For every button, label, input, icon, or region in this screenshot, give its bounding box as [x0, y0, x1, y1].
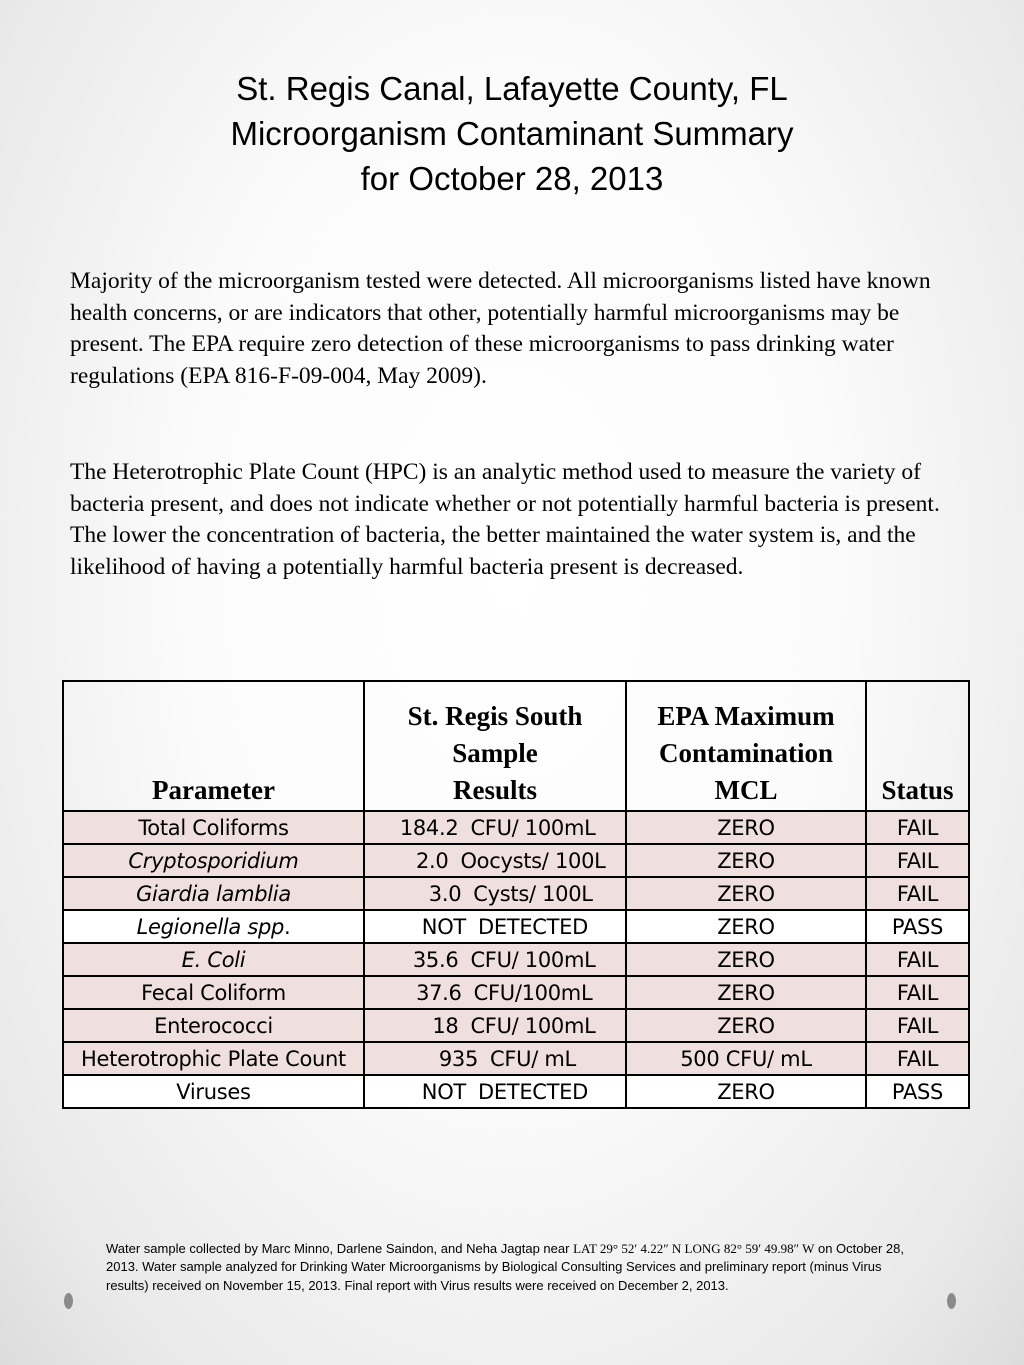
parameter-cell: Total Coliforms — [63, 811, 364, 844]
table-row — [63, 1009, 969, 1042]
table-row — [63, 943, 969, 976]
mcl-cell: ZERO — [626, 844, 866, 877]
table-row — [63, 1075, 969, 1108]
status-cell: FAIL — [866, 1009, 969, 1042]
left-decorative-dot — [64, 1293, 73, 1309]
result-cell: 2.0 Oocysts/ 100L — [364, 844, 626, 877]
parameter-cell: Fecal Coliform — [63, 976, 364, 1009]
table-row — [63, 844, 969, 877]
table-row — [63, 877, 969, 910]
result-cell: 37.6 CFU/100mL — [364, 976, 626, 1009]
title-line-3: for October 28, 2013 — [360, 160, 664, 197]
coordinates: LAT 29° 52′ 4.22″ N LONG 82° 59′ 49.98″ W — [573, 1241, 815, 1256]
table-header-row — [63, 681, 969, 811]
mcl-cell: 500 CFU/ mL — [626, 1042, 866, 1075]
table-row — [63, 1042, 969, 1075]
table-row — [63, 910, 969, 943]
status-cell: FAIL — [866, 943, 969, 976]
mcl-cell: ZERO — [626, 811, 866, 844]
header-epa-mcl: EPA Maximum Contamination MCL — [626, 681, 866, 811]
status-cell: FAIL — [866, 976, 969, 1009]
title-line-2: Microorganism Contaminant Summary — [230, 115, 794, 152]
parameter-cell: Giardia lamblia — [63, 877, 364, 910]
result-cell: 18 CFU/ 100mL — [364, 1009, 626, 1042]
result-cell: 184.2 CFU/ 100mL — [364, 811, 626, 844]
status-cell: PASS — [866, 910, 969, 943]
footnote: Water sample collected by Marc Minno, Darlene Saindon, and Neha Jagtap near LAT 29° 52′ 4.22″ N LONG 82° 59′ 49.98″ W on October 28, 2013. Water sample analyzed for Drinking Water Microorganisms by Biological Consulting Services and preliminary report (minus Virus results) received on November 15, 2013. Final report with Virus results were received on December 2, 2013. — [106, 1241, 904, 1293]
header-status: Status — [866, 681, 969, 811]
parameter-cell: Enterococci — [63, 1009, 364, 1042]
result-cell: 935 CFU/ mL — [364, 1042, 626, 1075]
result-cell: 35.6 CFU/ 100mL — [364, 943, 626, 976]
header-parameter: Parameter — [63, 681, 364, 811]
mcl-cell: ZERO — [626, 877, 866, 910]
parameter-cell: Cryptosporidium — [63, 844, 364, 877]
results-table — [62, 680, 970, 1109]
result-cell: NOT DETECTED — [364, 910, 626, 943]
result-cell: NOT DETECTED — [364, 1075, 626, 1108]
table-row — [63, 976, 969, 1009]
title-line-1: St. Regis Canal, Lafayette County, FL — [236, 70, 788, 107]
parameter-cell: E. Coli — [63, 943, 364, 976]
mcl-cell: ZERO — [626, 910, 866, 943]
status-cell: FAIL — [866, 877, 969, 910]
mcl-cell: ZERO — [626, 943, 866, 976]
hpc-paragraph: The Heterotrophic Plate Count (HPC) is an analytic method used to measure the variety of bacteria present, and does not indicate whether or not potentially harmful bacteria is present. The lower the concentration of bacteria, the better maintained the water system is, and the likelihood of having a potentially harmful bacteria present is decreased. — [70, 459, 940, 581]
parameter-cell: Heterotrophic Plate Count — [63, 1042, 364, 1075]
mcl-cell: ZERO — [626, 1009, 866, 1042]
status-cell: FAIL — [866, 811, 969, 844]
result-cell: 3.0 Cysts/ 100L — [364, 877, 626, 910]
mcl-cell: ZERO — [626, 976, 866, 1009]
right-decorative-dot — [947, 1293, 956, 1309]
page-title — [0, 66, 1024, 201]
header-results: St. Regis South Sample Results — [364, 681, 626, 811]
intro-paragraph: Majority of the microorganism tested were detected. All microorganisms listed have known health concerns, or are indicators that other, potentially harmful microorganisms may be present. The EPA require zero detection of these microorganisms to pass drinking water regulations (EPA 816-F-09-004, May 2009). — [70, 268, 931, 390]
parameter-cell: Viruses — [63, 1075, 364, 1108]
parameter-cell: Legionella spp. — [63, 910, 364, 943]
mcl-cell: ZERO — [626, 1075, 866, 1108]
status-cell: FAIL — [866, 844, 969, 877]
status-cell: PASS — [866, 1075, 969, 1108]
status-cell: FAIL — [866, 1042, 969, 1075]
table-row — [63, 811, 969, 844]
